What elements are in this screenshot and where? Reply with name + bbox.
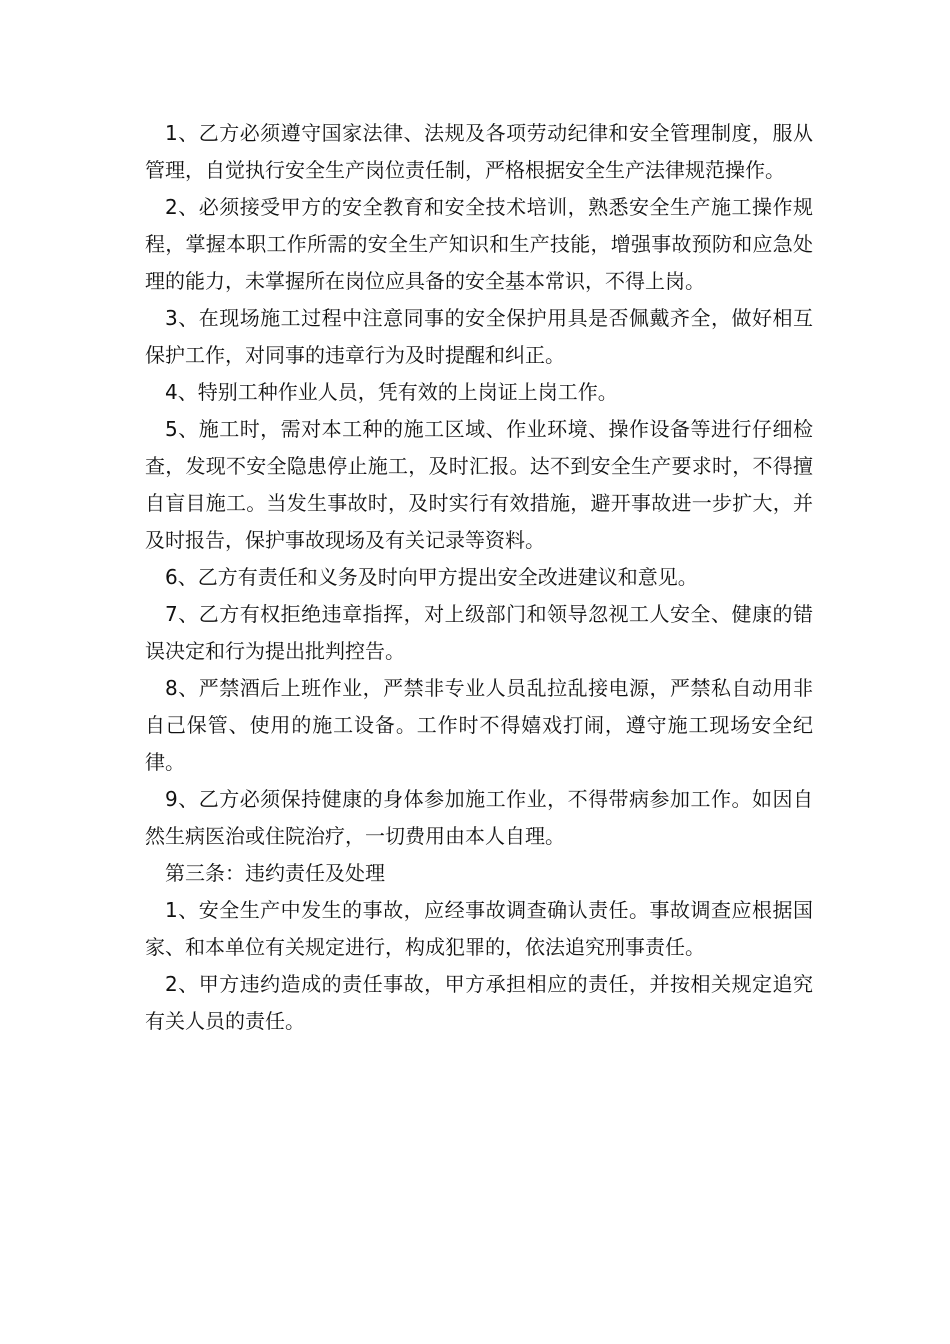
liability-clause-1-paragraph: 1、安全生产中发生的事故，应经事故调查确认责任。事故调查应根据国家、和本单位有关规定进行，构成犯罪的，依法追究刑事责任。 <box>145 898 813 959</box>
clause-4-paragraph: 4、特别工种作业人员，凭有效的上岗证上岗工作。 <box>165 380 618 404</box>
clause-8-paragraph: 8、严禁酒后上班作业，严禁非专业人员乱拉乱接电源，严禁私自动用非自己保管、使用的施工设备。工作时不得嬉戏打闹，遵守施工现场安全纪律。 <box>145 676 813 774</box>
article-three-heading: 第三条：违约责任及处理 <box>165 861 385 885</box>
clause-1-paragraph: 1、乙方必须遵守国家法律、法规及各项劳动纪律和安全管理制度，服从管理，自觉执行安全生产岗位责任制，严格根据安全生产法律规范操作。 <box>145 121 813 182</box>
clause-2-paragraph: 2、必须接受甲方的安全教育和安全技术培训，熟悉安全生产施工操作规程，掌握本职工作所需的安全生产知识和生产技能，增强事故预防和应急处理的能力，未掌握所在岗位应具备的安全基本常识，不得上岗。 <box>145 195 813 293</box>
clause-7-paragraph: 7、乙方有权拒绝违章指挥，对上级部门和领导忽视工人安全、健康的错误决定和行为提出批判控告。 <box>145 602 813 663</box>
clause-6-paragraph: 6、乙方有责任和义务及时向甲方提出安全改进建议和意见。 <box>165 565 698 589</box>
clause-9-paragraph: 9、乙方必须保持健康的身体参加施工作业，不得带病参加工作。如因自然生病医治或住院治疗，一切费用由本人自理。 <box>145 787 813 848</box>
clause-3-paragraph: 3、在现场施工过程中注意同事的安全保护用具是否佩戴齐全，做好相互保护工作，对同事的违章行为及时提醒和纠正。 <box>145 306 813 367</box>
liability-clause-2-paragraph: 2、甲方违约造成的责任事故，甲方承担相应的责任，并按相关规定追究有关人员的责任。 <box>145 972 813 1033</box>
clause-5-paragraph: 5、施工时，需对本工种的施工区域、作业环境、操作设备等进行仔细检查，发现不安全隐患停止施工，及时汇报。达不到安全生产要求时，不得擅自盲目施工。当发生事故时，及时实行有效措施，避开事故进一步扩大，并及时报告，保护事故现场及有关记录等资料。 <box>145 417 813 552</box>
document-body <box>145 115 813 1040</box>
